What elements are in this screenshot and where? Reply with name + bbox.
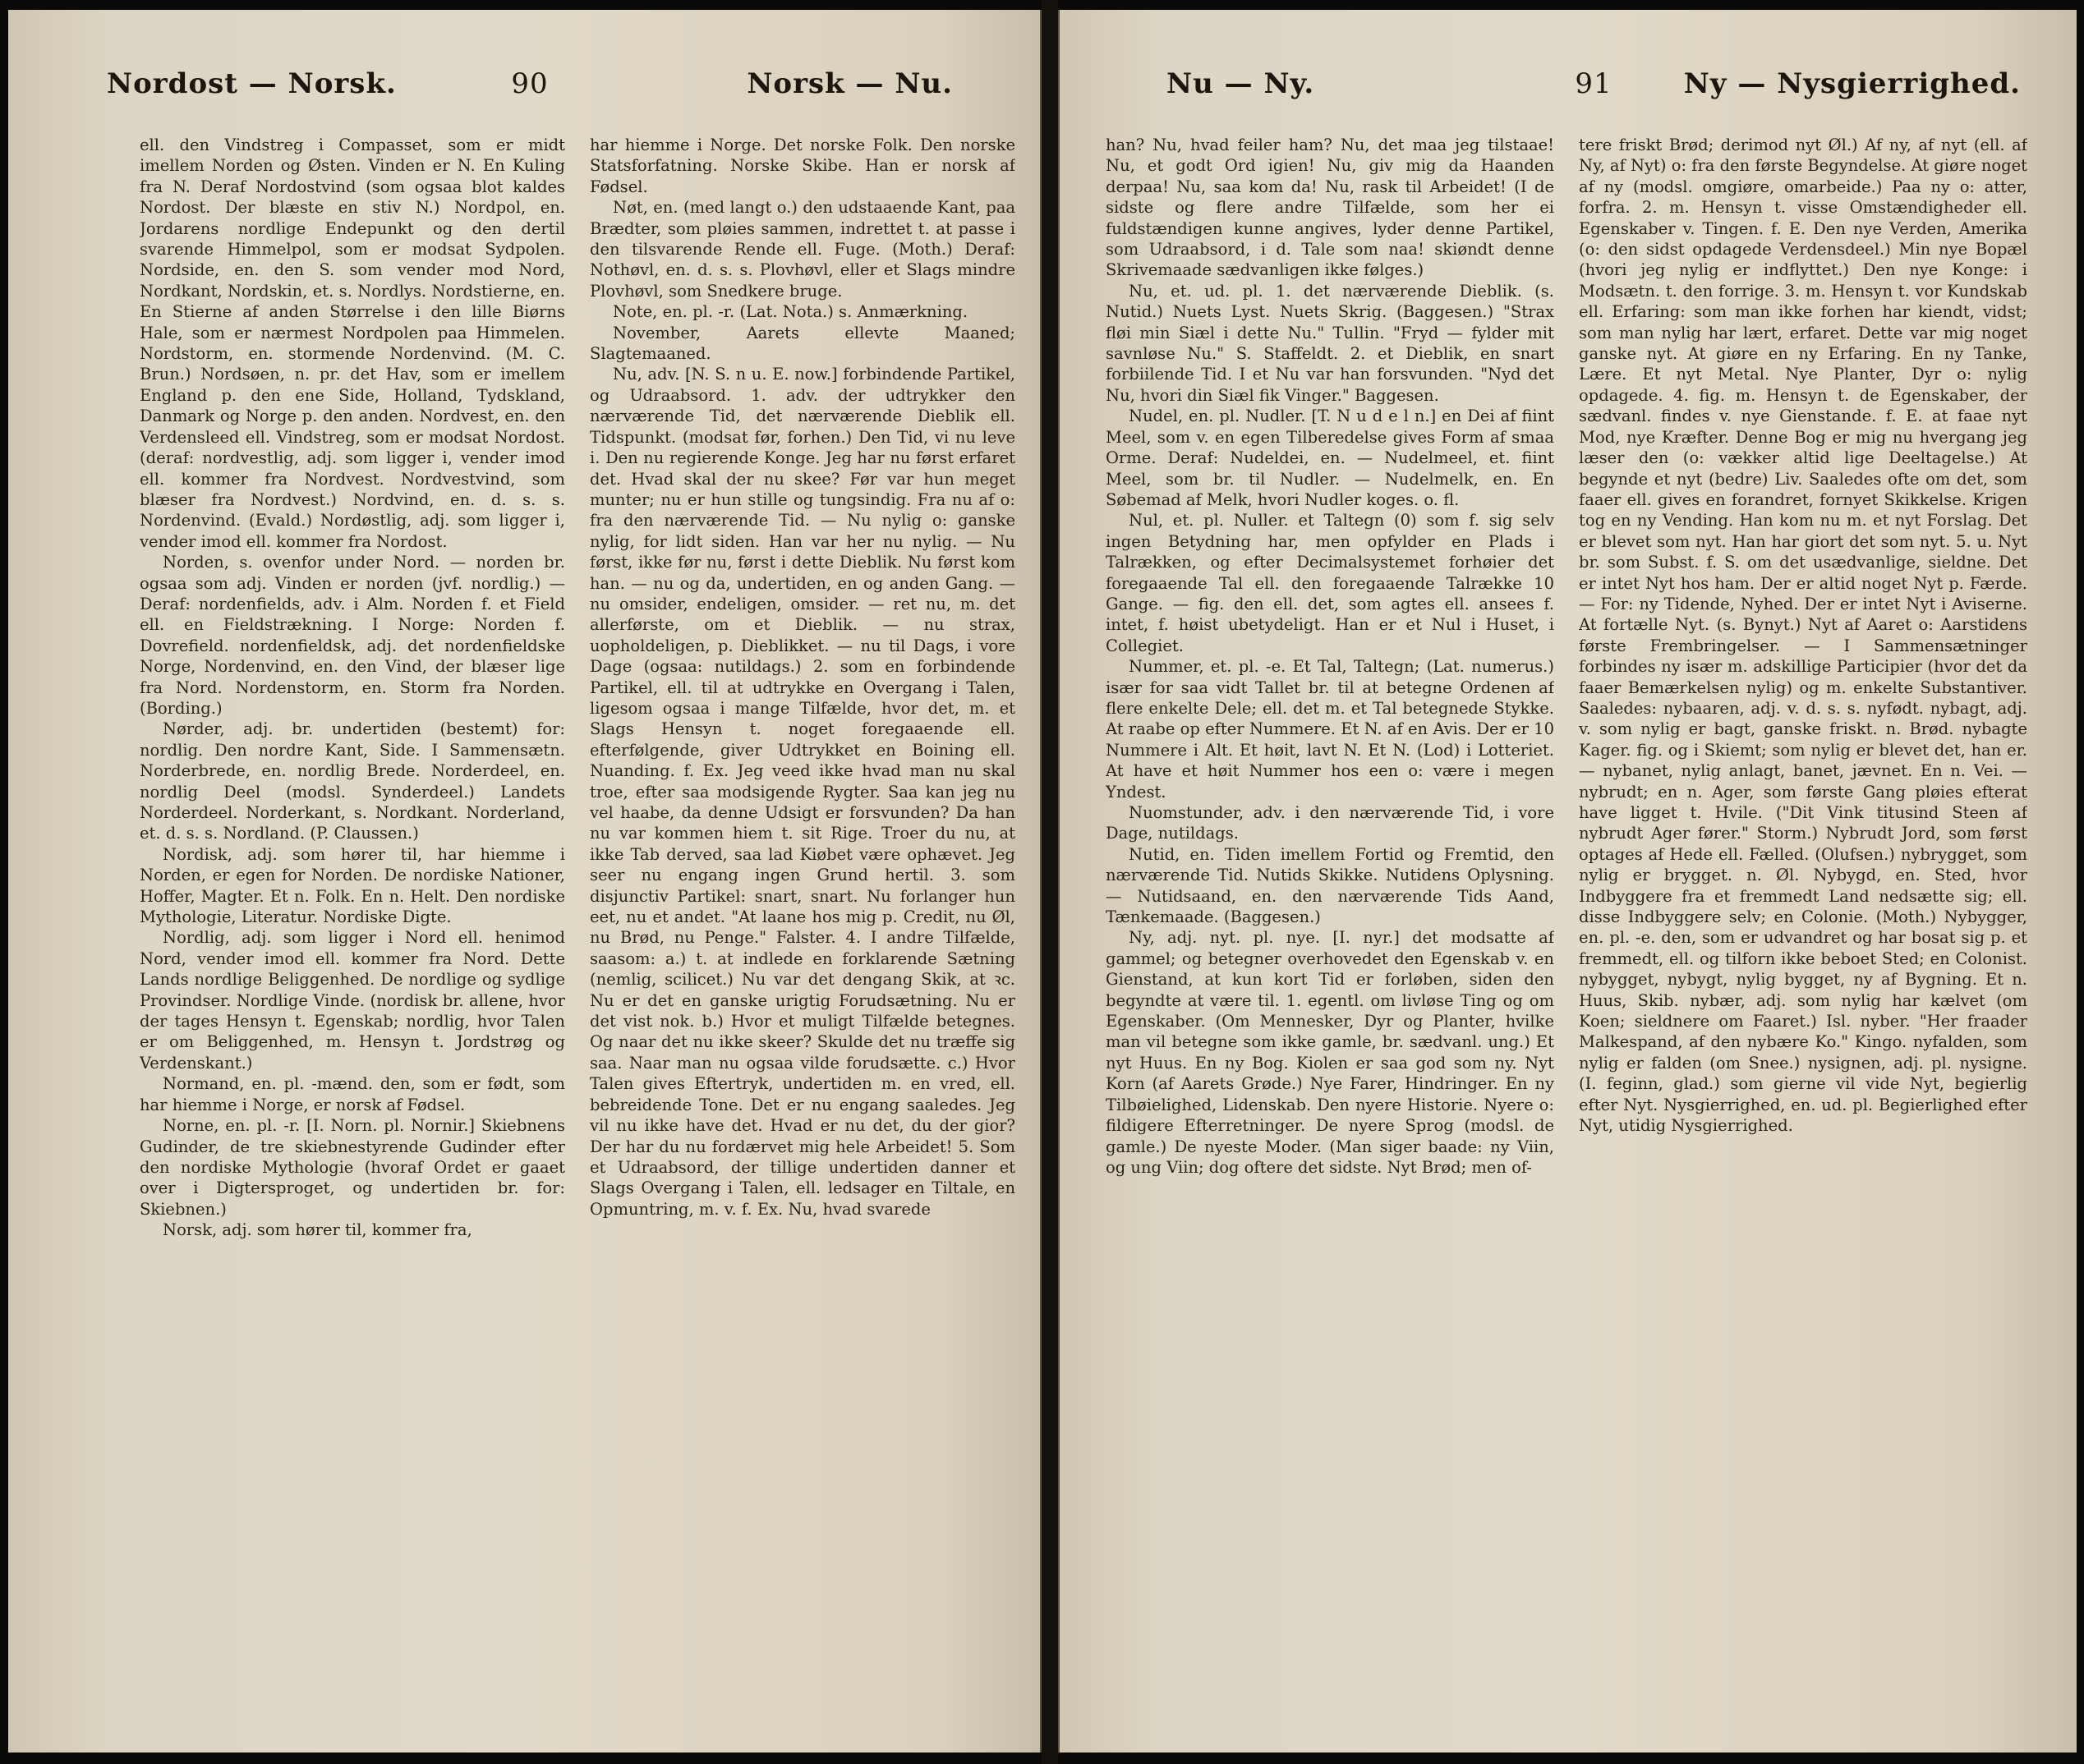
- entry-paragraph: tere friskt Brød; derimod nyt Øl.) Af ny, af nyt (ell. af Ny, af Nyt) o: fra den første Begyndelse. At giøre noget af ny (modsl. omgiøre, omarbeide.) Paa ny o: atter, forfra. 2. m. Hensyn t. visse Omstændigheder ell. Egenskaber v. Tingen. f. E. Den nye Verden, Amerika (o: den sidst opdagede Verdensdeel.) Min nye Bopæl (hvori jeg nylig er indflyttet.) Den nye Konge: i Modsætn. t. den forrige. 3. m. Hensyn t. vor Kundskab ell. Erfaring: som man ikke forhen har kiendt, vidst; som man nylig har lært, erfaret. Dette var mig noget ganske nyt. At giøre en ny Erfaring. En ny Tanke, Lære. Et nyt Metal. Nye Planter, Dyr o: nylig opdagede. 4. fig. m. Hensyn t. de Egenskaber, der sædvanl. findes v. nye Gienstande. f. E. at faae nyt Mod, nye Kræfter. Denne Bog er mig nu hvergang jeg læser den (o: vækker altid lige Deeltagelse.) At begynde et nyt (bedre) Liv. Saaledes ofte om det, som faaer ell. gives en forandret, fornyet Skikkelse. Krigen tog en ny Vending. Han kom nu m. et nyt Forslag. Det er blevet som nyt. Han har giort det som nyt. 5. u. Nyt br. som Subst. f. S. om det usædvanlige, sieldne. Det er intet Nyt hos ham. Der er altid noget Nyt p. Færde. — For: ny Tidende, Nyhed. Der er intet Nyt i Aviserne. At fortælle Nyt. (s. Bynyt.) Nyt af Aaret o: Aarstidens første Frembringelser. — I Sammensætninger forbindes ny især m. adskillige Participier (hvor det da faaer Bemærkelsen nylig) og m. enkelte Substantiver. Saaledes: nybaaren, adj. v. d. s. s. nyfødt. nybagt, adj. v. som nylig er bagt, ganske friskt. n. Brød. nybagte Kager. fig. og i Skiemt; som nylig er blevet det, han er. — nybanet, nylig anlagt, banet, jævnet. En n. Vei. — nybrudt; en n. Ager, som første Gang pløies efterat have ligget t. Hvile. ("Dit Vink titusind Steen af nybrudt Ager fører." Storm.) Nybrudt Jord, som først optages af Hede ell. Fælled. (Olufsen.) nybrygget, som nylig er brygget. n. Øl. Nybygd, en. Sted, hvor Indbyggere fra et fremmedt Land nedsætte sig; ell. disse Indbyggere selv; en Colonie. (Moth.) Nybygger, en. pl. -e. den, som er udvandret og har bosat sig p. et fremmedt, ell. og tilforn ikke beboet Sted; en Colonist. nybygget, nybygt, nylig bygget, ny af Bygning. Et n. Huus, Skib. nybær, adj. som nylig har kælvet (om Koen; sieldnere om Faaret.) Isl. nyber. "Her fraader Malkespand, af den nybære Ko." Kingo. nyfalden, som nylig er falden (om Snee.) nysignen, adj. pl. nysigne. (I. feginn, glad.) som gierne vil vide Nyt, begierlig efter Nyt. Nysgierrighed, en. ud. pl. Begierlighed efter Nyt, utidig Nysgierrighed.: [1579, 136, 2027, 1136]
- left-header-right: Norsk — Nu.: [747, 67, 953, 100]
- entry-paragraph: har hiemme i Norge. Det norske Folk. Den norske Statsforfatning. Norske Skibe. Han er norsk af Fødsel.: [590, 136, 1015, 196]
- entry-paragraph: Nuomstunder, adv. i den nærværende Tid, i vore Dage, nutildags.: [1106, 803, 1554, 843]
- entry-paragraph: Note, en. pl. -r. (Lat. Nota.) s. Anmærkning.: [613, 302, 968, 322]
- right-page-column-2: [1579, 133, 2027, 1720]
- left-page-column-1: [140, 133, 565, 1720]
- right-page-number: 91: [1575, 67, 1612, 100]
- left-header-left: Nordost — Norsk.: [107, 67, 397, 100]
- entry-paragraph: Nørder, adj. br. undertiden (bestemt) for: nordlig. Den nordre Kant, Side. I Sammensætn. Norderbrede, en. nordlig Brede. Norderdeel, en. nordlig Deel (modsl. Synderdeel.) Landets Norderdeel. Norderkant, s. Nordkant. Norderland, et. d. s. s. Nordland. (P. Claussen.): [140, 719, 565, 843]
- right-page-column-1: [1106, 133, 1554, 1720]
- right-header-right: Ny — Nysgierrighed.: [1683, 67, 2021, 100]
- right-page-header: [1166, 67, 2021, 117]
- entry-paragraph: Nudel, en. pl. Nudler. [T. N u d e l n.] en Dei af fiint Meel, som v. en egen Tilberedelse gives Form af smaa Orme. Deraf: Nudeldei, en. — Nudelmeel, et. fiint Meel, som br. til Nudler. — Nudelmelk, en. En Søbemad af Melk, hvori Nudler koges. o. fl.: [1106, 407, 1554, 509]
- right-page: [1058, 10, 2077, 1753]
- entry-paragraph: Nu, et. ud. pl. 1. det nærværende Dieblik. (s. Nutid.) Nuets Lyst. Nuets Skrig. (Baggesen.) "Strax fløi min Siæl i dette Nu." Tullin. "Fryd — fylder mit savnløse Nu." S. Staffeldt. 2. et Dieblik, en snart forbiilende Tid. I et Nu var han forsvunden. "Nyd det Nu, hvori din Siæl fik Vinger." Baggesen.: [1106, 281, 1554, 405]
- entry-paragraph: ell. den Vindstreg i Compasset, som er midt imellem Norden og Østen. Vinden er N. En Kuling fra N. Deraf Nordostvind (som ogsaa blot kaldes Nordost. Der blæste en stiv N.) Nordpol, en. Jordarens nordlige Endepunkt og den dertil svarende Himmelpol, som er modsat Sydpolen. Nordside, en. den S. som vender mod Nord, Nordkant, Nordskin, et. s. Nordlys. Nordstierne, en. En Stierne af anden Størrelse i den lille Biørns Hale, som er nærmest Nordpolen paa Himmelen. Nordstorm, en. stormende Nordenvind. (M. C. Brun.) Nordsøen, n. pr. det Hav, som er imellem England p. den ene Side, Holland, Tydskland, Danmark og Norge p. den anden. Nordvest, en. den Verdensleed ell. Vindstreg, som er modsat Nordost. (deraf: nordvestlig, adj. som ligger i, vender imod ell. kommer fra Nordvest. Nordvestvind, som blæser fra Nordvest.) Nordvind, en. d. s. s. Nordenvind. (Evald.) Nordøstlig, adj. som ligger i, vender imod ell. kommer fra Nordost.: [140, 136, 565, 551]
- left-page-number: 90: [511, 67, 549, 100]
- right-page-columns: [1106, 133, 2027, 1720]
- entry-paragraph: Norsk, adj. som hører til, kommer fra,: [163, 1220, 472, 1240]
- entry-paragraph: Nordisk, adj. som hører til, har hiemme i Norden, er egen for Norden. De nordiske Nationer, Hoffer, Magter. Et n. Folk. En n. Helt. Den nordiske Mythologie, Literatur. Nordiske Digte.: [140, 844, 565, 927]
- left-page-column-2: [590, 133, 1015, 1720]
- entry-paragraph: Nul, et. pl. Nuller. et Taltegn (0) som f. sig selv ingen Betydning har, men opfylder en Plads i Talrækken, og efter Decimalsystemet forhøier det foregaaende Tal ell. den foregaaende Talrække 10 Gange. — fig. den ell. det, som agtes ell. ansees f. intet, f. høist ubetydeligt. Han er et Nul i Huset, i Collegiet.: [1106, 511, 1554, 655]
- entry-paragraph: Nøt, en. (med langt o.) den udstaaende Kant, paa Brædter, som pløies sammen, indrettet t. at passe i den tilsvarende Rende ell. Fuge. (Moth.) Deraf: Nothøvl, en. d. s. s. Plovhøvl, eller et Slags mindre Plovhøvl, som Snedkere bruge.: [590, 198, 1015, 301]
- entry-paragraph: Norden, s. ovenfor under Nord. — norden br. ogsaa som adj. Vinden er norden (jvf. nordlig.) — Deraf: nordenfields, adv. i Alm. Norden f. et Field ell. en Fieldstrækning. I Norge: Norden f. Dovrefield. nordenfieldsk, adj. det nordenfieldske Norge, Nordenvind, en. den Vind, der blæser lige fra Nord. Nordenstorm, en. Storm fra Norden. (Bording.): [140, 553, 565, 718]
- entry-paragraph: Norne, en. pl. -r. [I. Norn. pl. Nornir.] Skiebnens Gudinder, de tre skiebnestyrende Gudinder efter den nordiske Mythologie (hvoraf Ordet er gaaet over i Digtersproget, og undertiden br. for: Skiebnen.): [140, 1116, 565, 1219]
- entry-paragraph: Nummer, et. pl. -e. Et Tal, Taltegn; (Lat. numerus.) især for saa vidt Tallet br. til at betegne Ordenen af flere enkelte Dele; ell. det m. et Tal betegnede Stykke. At raabe op efter Nummere. Et N. af en Avis. Der er 10 Nummere i Alt. Et høit, lavt N. Et N. (Lod) i Lotteriet. At have et høit Nummer hos een o: være i megen Yndest.: [1106, 657, 1554, 802]
- entry-paragraph: Nordlig, adj. som ligger i Nord ell. henimod Nord, vender imod ell. kommer fra Nord. Dette Lands nordlige Beliggenhed. De nordlige og sydlige Provindser. Nordlige Vinde. (nordisk br. allene, hvor der tages Hensyn t. Egenskab; nordlig, hvor Talen er om Beliggenhed, m. Hensyn t. Jordstrøg og Verdenskant.): [140, 928, 565, 1073]
- left-page-columns: [140, 133, 1015, 1720]
- entry-paragraph: han? Nu, hvad feiler ham? Nu, det maa jeg tilstaae! Nu, et godt Ord igien! Nu, giv mig da Haanden derpaa! Nu, saa kom da! Nu, rask til Arbeidet! (I de sidste og flere andre Tilfælde, som her ei fuldstændigen kunne angives, lyder denne Partikel, som Udraabsord, i d. Tale som naa! skiøndt denne Skrivemaade sædvanligen ikke følges.): [1106, 136, 1554, 280]
- right-header-left: Nu — Ny.: [1166, 67, 1315, 100]
- left-page-header: [107, 67, 953, 117]
- book-gutter: [1042, 0, 1058, 1764]
- entry-paragraph: Ny, adj. nyt. pl. nye. [I. nyr.] det modsatte af gammel; og betegner overhovedet den Egenskab v. en Gienstand, at kun kort Tid er forløben, siden den begyndte at være til. 1. egentl. om livløse Ting og om Egenskaber. (Om Mennesker, Dyr og Planter, hvilke man vil betegne som ikke gamle, br. sædvanl. ung.) Et nyt Huus. En ny Bog. Kiolen er saa god som ny. Nyt Korn (af Aarets Grøde.) Nye Farer, Hindringer. En ny Tilbøielighed, Lidenskab. Den nyere Historie. Nyere o: fildigere Efterretninger. De nyere Sprog (modsl. de gamle.) De nyeste Moder. (Man siger baade: ny Viin, og ung Viin; dog oftere det sidste. Nyt Brød; men of-: [1106, 928, 1554, 1177]
- entry-paragraph: Nutid, en. Tiden imellem Fortid og Fremtid, den nærværende Tid. Nutids Skikke. Nutidens Oplysning. — Nutidsaand, en. den nærværende Tids Aand, Tænkemaade. (Baggesen.): [1106, 844, 1554, 927]
- left-page: [8, 10, 1042, 1753]
- entry-paragraph: Nu, adv. [N. S. n u. E. now.] forbindende Partikel, og Udraabsord. 1. adv. der udtrykker den nærværende Tid, det nærværende Dieblik ell. Tidspunkt. (modsat før, forhen.) Den Tid, vi nu leve i. Den nu regierende Konge. Jeg har nu først erfaret det. Hvad skal der nu skee? Før var hun meget munter; nu er hun stille og tungsindig. Fra nu af o: fra den nærværende Tid. — Nu nylig o: ganske nylig, for lidt siden. Han var her nu nylig. — Nu først, ikke før nu, først i dette Dieblik. Nu først kom han. — nu og da, undertiden, en og anden Gang. — nu omsider, endeligen, omsider. — ret nu, m. det allerførste, om et Dieblik. — nu strax, uopholdeligen, p. Dieblikket. — nu til Dags, i vore Dage (ogsaa: nutildags.) 2. som en forbindende Partikel, ell. til at udtrykke en Overgang i Talen, ligesom ogsaa i mange Tilfælde, hvor det, m. et Slags Hensyn t. noget foregaaende ell. efterfølgende, giver Udtrykket en Boining ell. Nuanding. f. Ex. Jeg veed ikke hvad man nu skal troe, efter saa modsigende Rygter. Saa kan jeg nu vel haabe, da denne Udsigt er forsvunden? Da han nu var kommen hiem t. sit Rige. Troer du nu, at ikke Tab derved, saa lad Kiøbet være ophævet. Jeg seer nu engang ingen Grund hertil. 3. som disjunctiv Partikel: snart, snart. Nu forlanger hun eet, nu et andet. "At laane hos mig p. Credit, nu Øl, nu Brød, nu Penge." Falster. 4. I andre Tilfælde, saasom: a.) t. at indlede en forklarende Sætning (nemlig, scilicet.) Nu var det dengang Skik, at ꝛc. Nu er det en ganske urigtig Forudsætning. Nu er det vist nok. b.) Hvor et muligt Tilfælde betegnes. Og naar det nu ikke skeer? Skulde det nu træffe sig saa. Naar man nu ogsaa vilde forudsætte. c.) Hvor Talen gives Eftertryk, undertiden m. en vred, ell. bebreidende Tone. Det er nu engang saaledes. Jeg vil nu ikke have det. Hvad er nu det, du der gior? Der har du nu fordærvet mig hele Arbeidet! 5. Som et Udraabsord, der tillige undertiden danner et Slags Overgang i Talen, ell. ledsager en Tiltale, en Opmuntring, m. v. f. Ex. Nu, hvad svarede: [590, 365, 1015, 1219]
- entry-paragraph: Normand, en. pl. -mænd. den, som er født, som har hiemme i Norge, er norsk af Fødsel.: [140, 1074, 565, 1114]
- entry-paragraph: November, Aarets ellevte Maaned; Slagtemaaned.: [590, 323, 1015, 364]
